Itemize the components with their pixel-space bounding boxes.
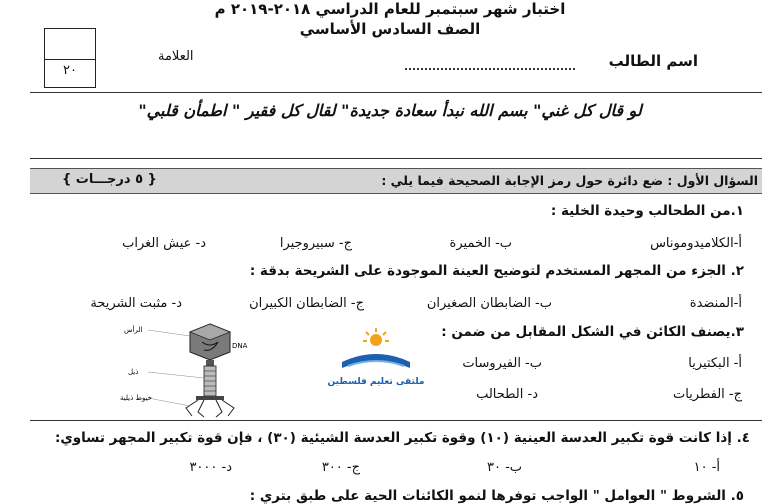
option-1a[interactable]: أ-الكلاميدوموناس [650, 236, 742, 251]
question-item-2: ٢. الجزء من المجهر المستخدم لتوضيح العينة الموجودة على الشريحة بدقة : [249, 263, 744, 279]
bacteriophage-diagram [120, 318, 260, 418]
label-head: الرأس [124, 326, 143, 334]
option-2d[interactable]: د- مثبت الشريحة [90, 296, 182, 311]
question1-title: السؤال الأول : ضع دائرة حول رمز الإجابة الصحيحة فيما يلي : [381, 173, 758, 188]
option-3d[interactable]: د- الطحالب [476, 387, 538, 402]
mark-box [44, 28, 96, 88]
logo-text: ملتقى تعليم فلسطين [327, 377, 425, 387]
palestine-education-logo [322, 328, 430, 390]
question-item-4: ٤. إذا كانت قوة تكبير العدسة العينية (١٠) وقوة تكبير العدسة الشيئية (٣٠) ، فإن قوة تكبير المجهر تساوي: [54, 430, 750, 446]
grade-title: الصف السادس الأساسي [299, 20, 481, 38]
option-3a[interactable]: أ- البكتيريا [688, 356, 742, 371]
item-divider [30, 420, 762, 421]
total-mark: ٢٠ [63, 63, 77, 78]
option-2b[interactable]: ب- الضابطان الصغيران [426, 296, 552, 311]
mark-box-divider [45, 59, 95, 60]
exam-title: اختبار شهر سبتمبر للعام الدراسي ٢٠١٨-٢٠١٩ م [214, 0, 566, 18]
option-4d[interactable]: د- ٣٠٠٠ [189, 460, 232, 475]
option-3c[interactable]: ج- الفطريات [672, 387, 742, 402]
option-1d[interactable]: د- عيش الغراب [122, 236, 206, 251]
header-divider [30, 92, 762, 93]
option-2c[interactable]: ج- الضابطان الكبيران [249, 296, 364, 311]
option-1b[interactable]: ب- الخميرة [449, 236, 512, 251]
question-item-1: ١.من الطحالب وحيدة الخلية : [550, 203, 744, 219]
option-4c[interactable]: ج- ٣٠٠ [321, 460, 360, 475]
option-4a[interactable]: أ- ١٠ [693, 460, 720, 475]
sun-rays-icon [363, 328, 389, 346]
question-item-3: ٣.يصنف الكائن في الشكل المقابل من ضمن : [441, 324, 744, 340]
mark-label: العلامة [158, 49, 194, 64]
student-name-label: اسم الطالب [608, 52, 698, 70]
quote-divider [30, 158, 762, 159]
option-2a[interactable]: أ-المنضدة [689, 296, 742, 311]
question1-marks: { ٥ درجـــات } [62, 172, 157, 187]
option-4b[interactable]: ب- ٣٠ [486, 460, 522, 475]
label-dna: DNA [232, 342, 248, 350]
label-tail: ذيل [128, 368, 139, 376]
question-item-5: ٥. الشروط " العوامل " الواجب توفرها لنمو الكائنات الحية على طبق بتري : [249, 488, 744, 504]
option-1c[interactable]: ج- سبيروجيرا [279, 236, 352, 251]
student-name-line[interactable] [405, 56, 575, 70]
opening-quote: لو قال كل غني" بسم الله نبدأ سعادة جديدة" لقال كل فقير " اطمأن قلبي" [138, 101, 642, 120]
label-tail-fibers: خيوط ذيلية [120, 394, 153, 402]
option-3b[interactable]: ب- الفيروسات [462, 356, 542, 371]
